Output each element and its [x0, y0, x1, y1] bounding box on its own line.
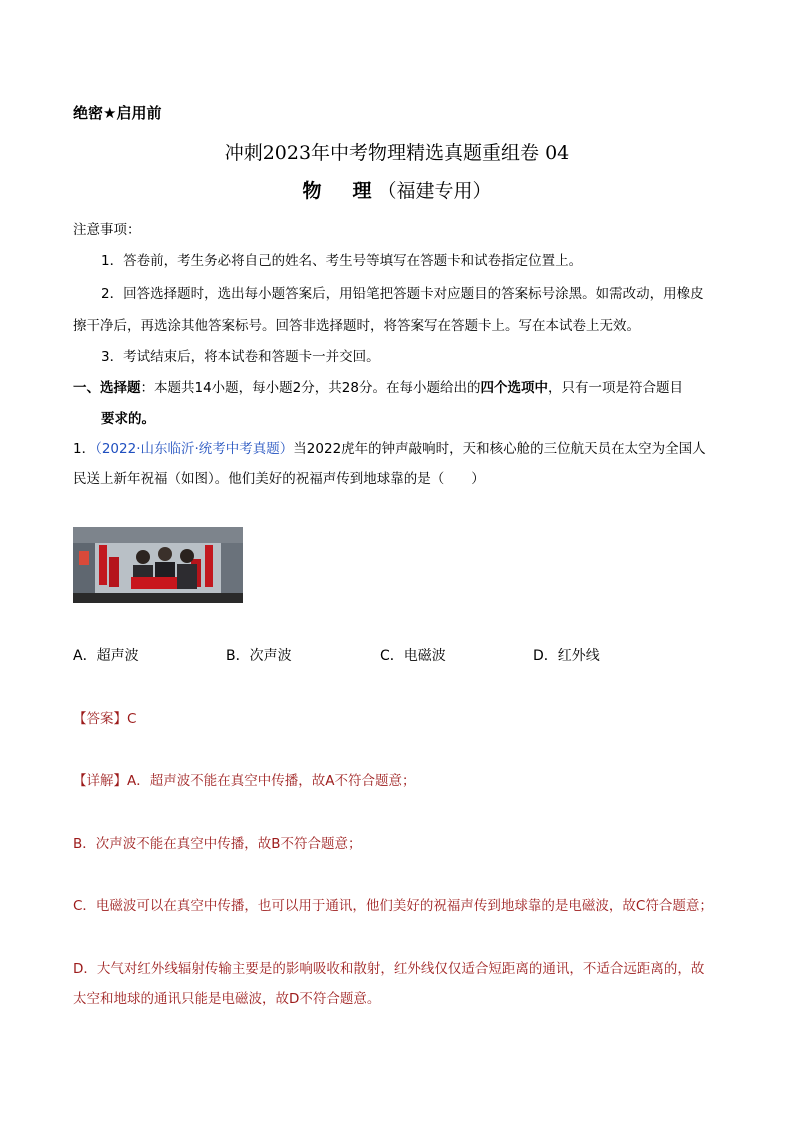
subject-region: （福建专用） [377, 180, 492, 202]
note-item-2-cont: 擦干净后，再选涂其他答案标号。回答非选择题时，将答案写在答题卡上。写在本试卷上无效。 [73, 318, 640, 334]
section-heading [73, 376, 683, 396]
explanation-c: C．电磁波可以在真空中传播，也可以用于通讯，他们美好的祝福声传到地球靠的是电磁波，故C符合题意； [73, 898, 713, 914]
section-desc-cont: 要求的。 [101, 411, 155, 427]
answer-label: 【答案】 [73, 711, 127, 727]
note-item-2: 2．回答选择题时，选出每小题答案后，用铅笔把答题卡对应题目的答案标号涂黑。如需改动，用橡皮 [101, 286, 704, 302]
option-b: B．次声波 [226, 648, 292, 664]
question-text: 当2022虎年的钟声敲响时，天和核心舱的三位航天员在太空为全国人 [293, 441, 706, 457]
option-a: A．超声波 [73, 648, 139, 664]
note-item-1: 1．答卷前，考生务必将自己的姓名、考生号等填写在答题卡和试卷指定位置上。 [101, 253, 583, 269]
option-c: C．电磁波 [380, 648, 446, 664]
option-d: D．红外线 [533, 648, 600, 664]
exam-title: 冲刺2023年中考物理精选真题重组卷 04 [224, 142, 570, 164]
section-desc: ：本题共14小题，每小题2分，共28分。在每小题给出的 [140, 380, 481, 396]
explain-a-text: A．超声波不能在真空中传播，故A不符合题意； [127, 773, 416, 789]
confidential-mark: 绝密★启用前 [73, 104, 162, 122]
exam-subject [0, 176, 794, 203]
question-source: （2022·山东临沂·统考中考真题） [95, 441, 294, 457]
note-item-3: 3．考试结束后，将本试卷和答题卡一并交回。 [101, 349, 380, 365]
explanation-d-cont: 太空和地球的通讯只能是电磁波，故D不符合题意。 [73, 991, 381, 1007]
subject-name: 物 理 [302, 180, 378, 202]
explain-label: 【详解】 [73, 773, 127, 789]
section-desc-bold: 四个选项中 [480, 380, 548, 396]
explanation-d: D．大气对红外线辐射传输主要是的影响吸收和散射，红外线仅仅适合短距离的通讯，不适合远距离的，故 [73, 961, 705, 977]
section-desc-2: ，只有一项是符合题目 [547, 380, 683, 396]
question-1-stem-cont: 民送上新年祝福（如图）。他们美好的祝福声传到地球靠的是（ ） [73, 471, 485, 487]
answer-value: C [127, 711, 137, 727]
question-number: 1． [73, 441, 96, 457]
answer-line [73, 707, 136, 727]
explanation-a [73, 769, 415, 789]
explanation-b: B．次声波不能在真空中传播，故B不符合题意； [73, 836, 362, 852]
question-1-stem [73, 437, 706, 457]
notes-heading: 注意事项： [73, 222, 141, 238]
astronauts-photo [73, 527, 243, 603]
section-title: 一、选择题 [73, 380, 141, 396]
